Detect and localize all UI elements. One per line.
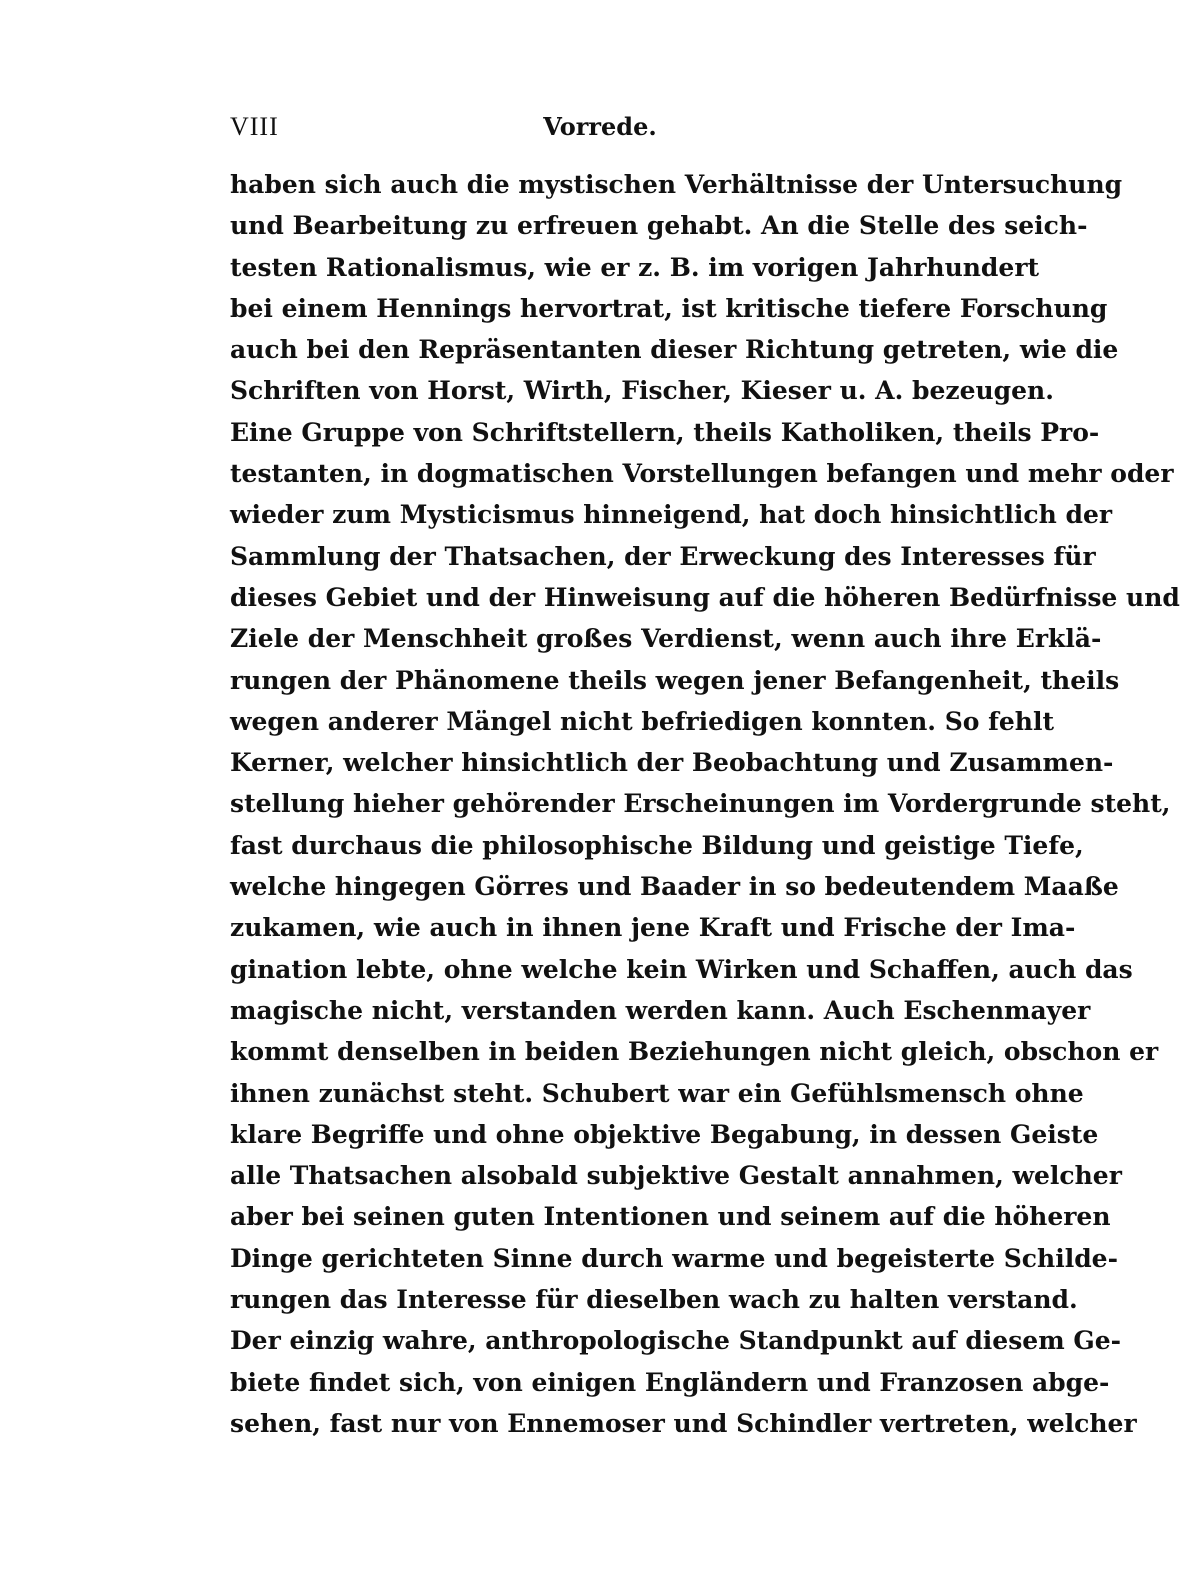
page-number: VIII (230, 112, 279, 141)
text-line: magische nicht, verstanden werden kann. Auch Eschenmayer (230, 995, 1091, 1025)
text-line: auch bei den Repräsentanten dieser Richtung getreten, wie die (230, 335, 1119, 365)
text-line: alle Thatsachen alsobald subjektive Gestalt annahmen, welcher (230, 1161, 1122, 1191)
text-line: Sammlung der Thatsachen, der Erweckung des Interesses für (230, 541, 1096, 571)
text-line: zukamen, wie auch in ihnen jene Kraft und Frische der Ima- (230, 913, 1076, 943)
text-line: Schriften von Horst, Wirth, Fischer, Kieser u. A. bezeugen. (230, 376, 1054, 406)
text-line: haben sich auch die mystischen Verhältnisse der Untersuchung (230, 170, 1123, 199)
text-line: ihnen zunächst steht. Schubert war ein Gefühlsmensch ohne (230, 1078, 1084, 1108)
running-title: Vorrede. (543, 112, 657, 141)
text-line: bei einem Hennings hervortrat, ist kritische tiefere Forschung (230, 293, 1108, 323)
text-line: wieder zum Mysticismus hinneigend, hat doch hinsichtlich der (230, 500, 1113, 530)
text-line: gination lebte, ohne welche kein Wirken und Schaffen, auch das (230, 954, 1133, 984)
text-line: klare Begriffe und ohne objektive Begabung, in dessen Geiste (230, 1119, 1099, 1149)
text-line: testanten, in dogmatischen Vorstellungen befangen und mehr oder (230, 459, 1174, 489)
text-line: Eine Gruppe von Schriftstellern, theils Katholiken, theils Pro- (230, 417, 1100, 447)
text-line: kommt denselben in beiden Beziehungen nicht gleich, obschon er (230, 1037, 1159, 1067)
text-line: wegen anderer Mängel nicht befriedigen konnten. So fehlt (230, 706, 1055, 736)
text-line: Ziele der Menschheit großes Verdienst, wenn auch ihre Erklä- (230, 624, 1102, 654)
body-text (230, 164, 1180, 1444)
text-line: fast durchaus die philosophische Bildung und geistige Tiefe, (230, 830, 1084, 860)
text-line: biete findet sich, von einigen Engländern und Franzosen abge- (230, 1367, 1110, 1397)
text-line: Dinge gerichteten Sinne durch warme und begeisterte Schilde- (230, 1243, 1118, 1273)
text-line: sehen, fast nur von Ennemoser und Schindler vertreten, welcher (230, 1408, 1137, 1438)
text-line: und Bearbeitung zu erfreuen gehabt. An die Stelle des seich- (230, 211, 1088, 241)
text-line: dieses Gebiet und der Hinweisung auf die höheren Bedürfnisse und (230, 582, 1180, 612)
text-line: aber bei seinen guten Intentionen und seinem auf die höheren (230, 1202, 1111, 1232)
text-line: rungen der Phänomene theils wegen jener Befangenheit, theils (230, 665, 1120, 695)
text-line: welche hingegen Görres und Baader in so bedeutendem Maaße (230, 872, 1119, 902)
text-line: Kerner, welcher hinsichtlich der Beobachtung und Zusammen- (230, 748, 1114, 778)
page-header (230, 104, 970, 148)
text-line: Der einzig wahre, anthropologische Standpunkt auf diesem Ge- (230, 1326, 1121, 1356)
text-line: testen Rationalismus, wie er z. B. im vorigen Jahrhundert (230, 252, 1040, 282)
text-line: rungen das Interesse für dieselben wach zu halten verstand. (230, 1285, 1078, 1315)
text-line: stellung hieher gehörender Erscheinungen im Vordergrunde steht, (230, 789, 1171, 819)
